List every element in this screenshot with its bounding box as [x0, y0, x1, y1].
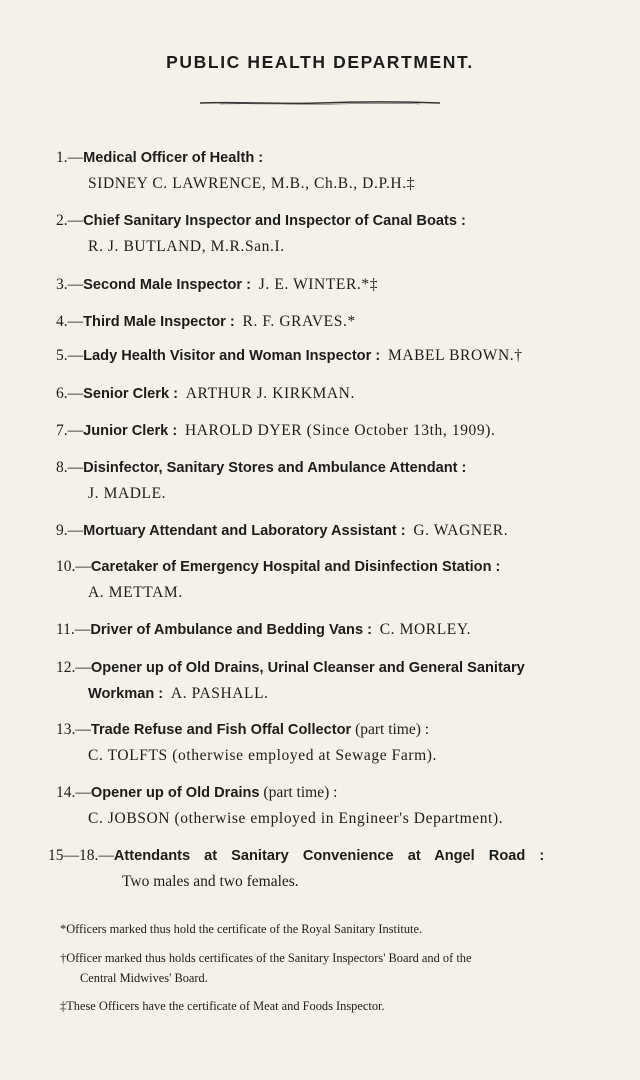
- staff-entry-8: 8.—Disinfector, Sanitary Stores and Ambulance Attendant : J. MADLE.: [56, 459, 467, 502]
- footnote-dagger: †Officer marked thus holds certificates of the Sanitary Inspectors' Board and of the Central Midwives' Board.: [60, 951, 472, 985]
- staff-entry-10: 10.—Caretaker of Emergency Hospital and Disinfection Station : A. METTAM.: [56, 558, 501, 601]
- staff-entry-13: 13.—Trade Refuse and Fish Offal Collector (part time) : C. TOLFTS (otherwise employed at Sewage Farm).: [56, 721, 438, 764]
- staff-entry-12: 12.—Opener up of Old Drains, Urinal Cleanser and General Sanitary Workman : A. PASHALL.: [56, 659, 525, 702]
- staff-entry-6: 6.—Senior Clerk : ARTHUR J. KIRKMAN.: [56, 385, 355, 402]
- staff-entry-9: 9.—Mortuary Attendant and Laboratory Assistant : G. WAGNER.: [56, 522, 509, 539]
- staff-entry-2: 2.—Chief Sanitary Inspector and Inspector of Canal Boats : R. J. BUTLAND, M.R.San.I.: [56, 212, 466, 255]
- footnote-double-dagger: ‡These Officers have the certificate of Meat and Foods Inspector.: [60, 999, 385, 1013]
- staff-entry-1: 1.—Medical Officer of Health : SIDNEY C. LAWRENCE, M.B., Ch.B., D.P.H.‡: [56, 149, 416, 192]
- staff-entry-4: 4.—Third Male Inspector : R. F. GRAVES.*: [56, 313, 356, 330]
- staff-entry-11: 11.—Driver of Ambulance and Bedding Vans : C. MORLEY.: [56, 621, 472, 638]
- footnote-asterisk: *Officers marked thus hold the certificate of the Royal Sanitary Institute.: [60, 922, 423, 936]
- staff-entry-5: 5.—Lady Health Visitor and Woman Inspector : MABEL BROWN.†: [56, 347, 523, 364]
- staff-entry-14: 14.—Opener up of Old Drains (part time) : C. JOBSON (otherwise employed in Engineer's Department).: [56, 784, 504, 827]
- decorative-rule: [200, 99, 440, 107]
- page-title: PUBLIC HEALTH DEPARTMENT.: [166, 52, 474, 72]
- staff-entry-7: 7.—Junior Clerk : HAROLD DYER (Since October 13th, 1909).: [56, 422, 496, 439]
- staff-entry-3: 3.—Second Male Inspector : J. E. WINTER.*‡: [56, 276, 379, 293]
- staff-entry-15-18: 15—18.—Attendants at Sanitary Convenience at Angel Road : Two males and two females.: [48, 847, 545, 890]
